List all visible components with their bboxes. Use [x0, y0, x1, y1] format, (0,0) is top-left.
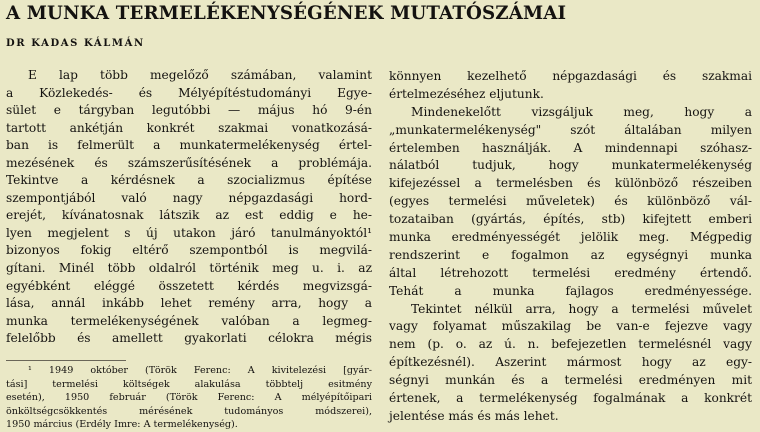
body-line: Tekintet nélkül arra, hogy a termelési művelet	[411, 301, 752, 316]
body-line: tartott ankétján konkrét szakmai vonatkozásá-	[6, 120, 372, 135]
body-line: felelőbb és amellett gyakorlati célokra mégis	[6, 331, 372, 346]
body-line: nálatból tudjuk, hogy munkatermelékenység	[389, 158, 752, 173]
footnote-line: tási] termelési költségek alakulása többtelj esitmény	[6, 378, 372, 390]
body-line: bizonyos fokig eltérő szempontból is megvilá-	[6, 243, 372, 258]
body-line: Tehát a munka fajlagos eredményessége.	[389, 283, 752, 298]
body-line: (egyes termelési műveletek) és különböző vál-	[389, 194, 752, 209]
article-author: DR KADAS KÁLMÁN	[6, 38, 145, 49]
body-line: E lap több megelőző számában, valamint	[28, 68, 372, 82]
body-line: értelemben használják. A mindennapi szóhasz-	[389, 140, 752, 155]
body-line: által létrehozott termelési eredmény értendő.	[389, 265, 752, 280]
body-line: értelmezéséhez eljutunk.	[389, 86, 544, 101]
footnote-line: önköltségcsökkentés mérésének tudományos módszerei),	[6, 405, 372, 417]
body-line: rendszerint e fogalmon az egységnyi munka	[389, 247, 752, 262]
body-line: ban is felmerült a munkatermelékenység értel-	[6, 138, 372, 153]
body-line: erejét, kívánatosnak látszik az est eddig e he-	[6, 208, 372, 223]
body-line: építkezésnél). Aszerint mármost hogy az egy-	[389, 355, 752, 370]
footnote-line: 1950 március (Erdély Imre: A termelékenység).	[6, 419, 238, 430]
right-column	[389, 68, 752, 426]
body-line: a Közlekedés- és Mélyépítéstudományi Egye-	[6, 85, 372, 100]
left-column	[6, 67, 372, 348]
body-line: gítani. Minél több oldalról történik meg u. i. az	[6, 261, 372, 276]
article-title: A MUNKA TERMELÉKENYSÉGÉNEK MUTATÓSZÁMAI	[6, 3, 567, 24]
body-line: kifejezéssel a termelésben és különböző részeiben	[389, 176, 752, 191]
footnote-line: esetén), 1950 február (Török Ferenc: A mélyépítőipari	[6, 392, 372, 403]
body-line: nem (p. o. az ú. n. befejezetlen termelésnél vagy	[389, 337, 752, 352]
body-line: munka termelékenységének valóban a legmeg-	[6, 313, 372, 328]
footnote-line: ¹ 1949 október (Török Ferenc: A kivitelezési [gyár-	[28, 365, 372, 376]
body-line: jelentése más és más lehet.	[389, 408, 559, 423]
body-line: könnyen kezelhető népgazdasági és szakmai	[389, 69, 752, 83]
body-line: lása, annál inkább lehet remény arra, hogy a	[6, 296, 372, 311]
body-line: értenek, a termelékenység fogalmának a konkrét	[389, 391, 752, 406]
body-line: mezésének és számszerűsítésének a problémája.	[6, 155, 372, 170]
body-line: egyébként eléggé összetett kérdés megvizsgá-	[6, 278, 372, 293]
body-line: Mindenekelőtt vizsgáljuk meg, hogy a	[411, 104, 752, 119]
body-line: szempontjából való nagy népgazdasági hord-	[6, 190, 372, 205]
footnote	[6, 364, 372, 432]
body-line: tozataiban (gyártás, építés, stb) kifejtett emberi	[389, 212, 752, 227]
body-line: vagy folyamat műszakilag be van-e fejezve vagy	[389, 319, 752, 334]
body-line: munka eredményességét jelölik meg. Mégpedig	[389, 230, 752, 245]
body-line: Tekintve a kérdésnek a szocializmus építése	[6, 173, 372, 188]
footnote-divider	[6, 360, 126, 361]
body-line: sület e tárgyban legutóbbi — május hó 9-én	[6, 103, 372, 118]
body-line: „munkatermelékenység" szót általában milyen	[389, 122, 752, 137]
body-line: lyen megjelent s új utakon járó tanulmányoktól¹	[6, 225, 372, 240]
body-line: ségnyi munkán és a termelési eredményen mit	[389, 373, 752, 388]
